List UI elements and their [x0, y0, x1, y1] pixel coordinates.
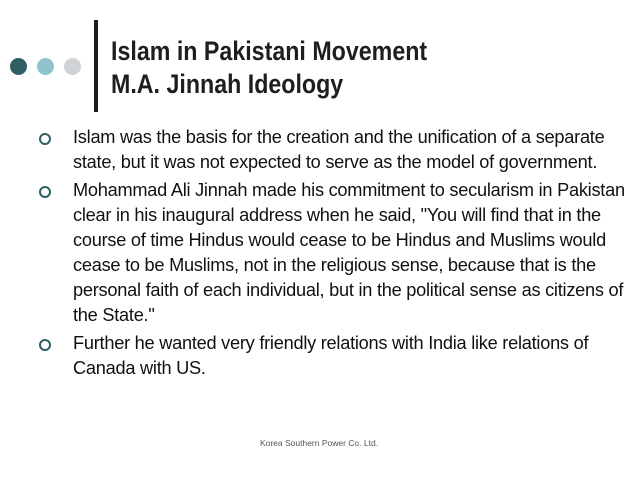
title-line-1: Islam in Pakistani Movement	[111, 36, 428, 66]
bullet-item-india-relations	[38, 331, 628, 381]
bullet-text: Mohammad Ali Jinnah made his commitment to secularism in Pakistan clear in his inaugural address when he said, "You will find that in the course of time Hindus would cease to be Hindus and Muslims would cease to be Muslims, not in the religious sense, because that is the personal faith of each individual, but in the political sense as citizens of the State."	[73, 180, 625, 325]
bullet-text: Further he wanted very friendly relations with India like relations of Canada with US.	[73, 333, 589, 378]
title-line-2: M.A. Jinnah Ideology	[111, 69, 344, 99]
decorative-dots	[10, 58, 81, 75]
light-teal-circle-icon	[37, 58, 54, 75]
bullet-circle-icon	[39, 186, 51, 198]
bullet-text: Islam was the basis for the creation and the unification of a separate state, but it was not expected to serve as the model of government.	[73, 127, 605, 172]
bullet-circle-icon	[39, 339, 51, 351]
bullet-circle-icon	[39, 133, 51, 145]
slide-title	[111, 35, 541, 101]
dark-circle-icon	[10, 58, 27, 75]
gray-circle-icon	[64, 58, 81, 75]
bullet-item-secularism-quote	[38, 178, 628, 328]
bullet-item-basis-of-state	[38, 125, 628, 175]
bullet-list	[38, 125, 628, 384]
footer-company-name: Korea Southern Power Co. Ltd.	[259, 438, 379, 448]
title-divider	[94, 20, 98, 112]
